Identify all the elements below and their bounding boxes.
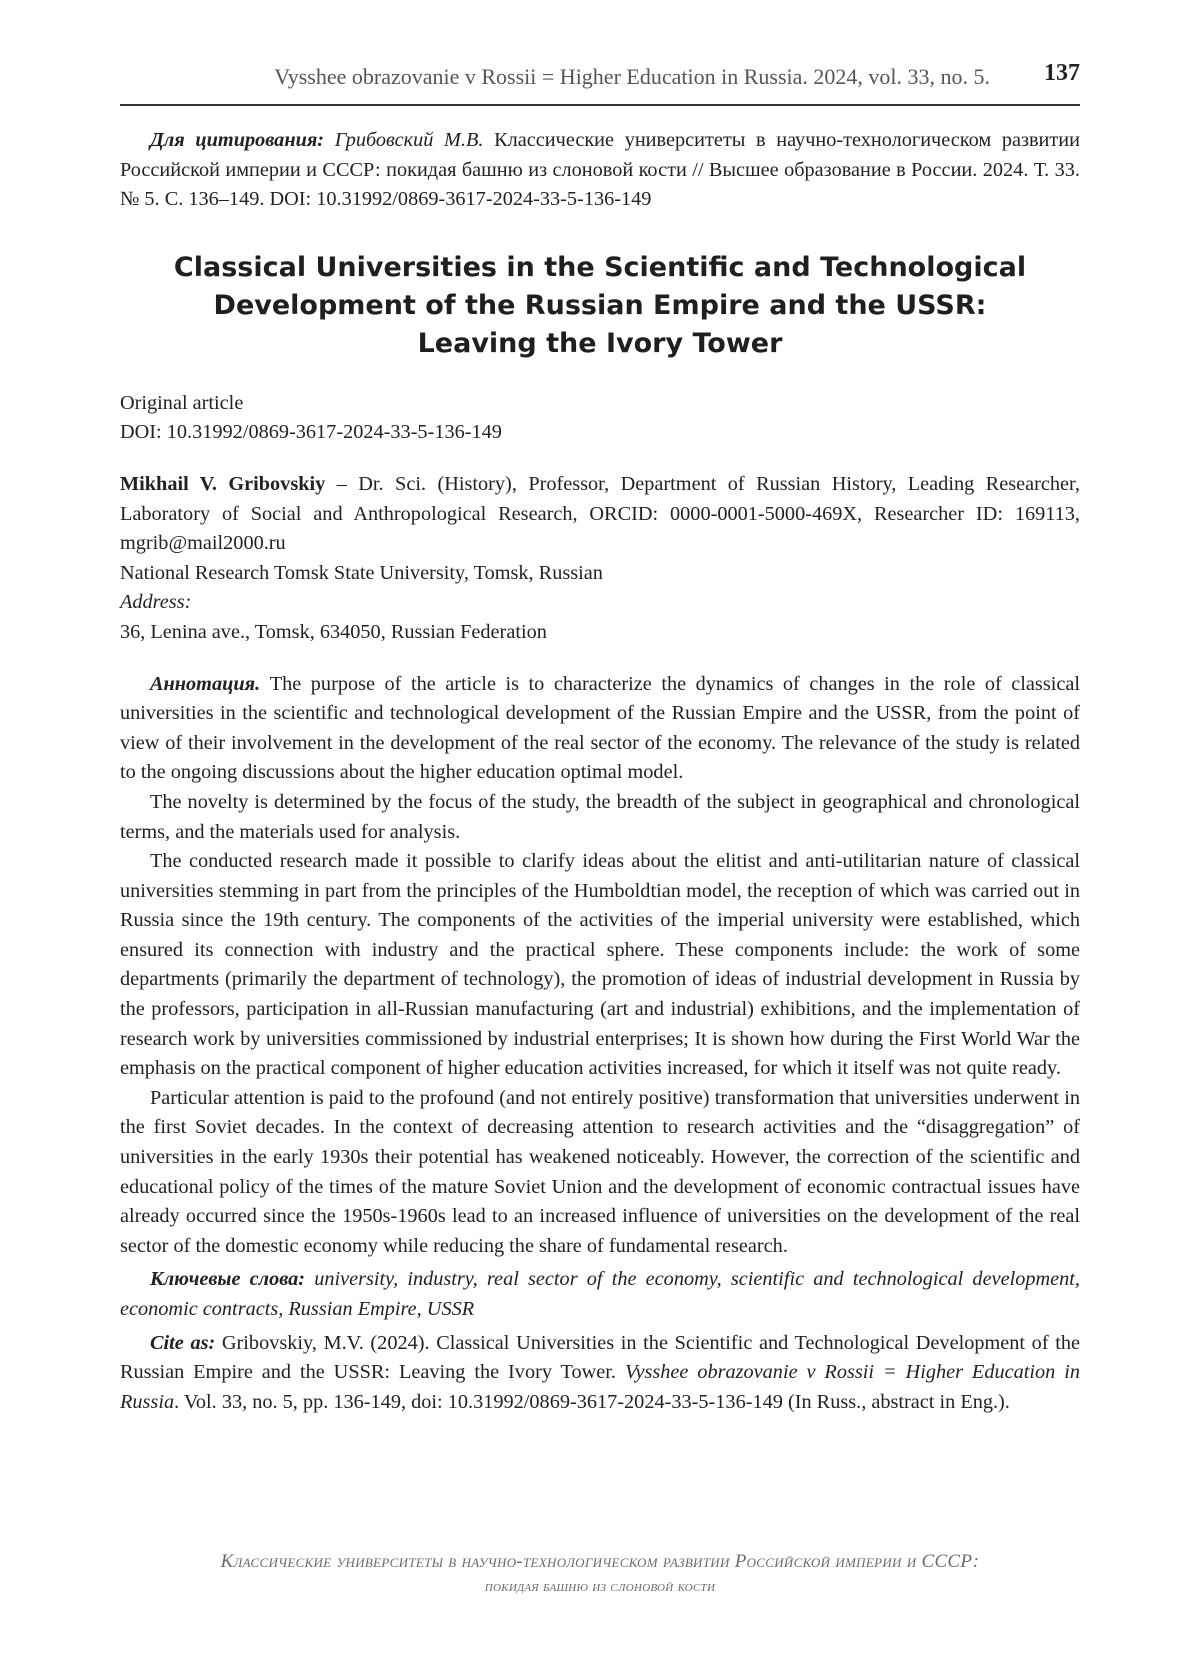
keywords-label: Ключевые слова: xyxy=(150,1268,306,1291)
article-doi: DOI: 10.31992/0869-3617-2024-33-5-136-149 xyxy=(120,421,502,444)
abstract-paragraph-4: Particular attention is paid to the profound (and not entirely positive) transformation that universities underwent in the first Soviet decades. In the context of decreasing attention to research activities and the “disaggregation” of universities in the early 1930s their potential has weakened noticeably. However, the correction of the scientific and educational policy of the times of the mature Soviet Union and the development of economic contractual issues have already occurred since the 1950s-1960s lead to an increased influence of universities on the development of the real sector of the domestic economy while reducing the share of fundamental research. xyxy=(120,1086,1080,1257)
author-affiliation: National Research Tomsk State University, Tomsk, Russian xyxy=(120,561,603,584)
running-footer xyxy=(0,1549,1200,1599)
cite-as xyxy=(120,1329,1080,1418)
address-label: Address: xyxy=(120,591,192,614)
abstract-paragraph-1 xyxy=(120,670,1080,788)
abstract-p1-text: The purpose of the article is to characterize the dynamics of changes in the role of classical universities in the scientific and technological development of the Russian Empire and the USSR, from the point of view of their involvement in the development of the real sector of the economy. The relevance of the study is related to the ongoing discussions about the higher education optimal model. xyxy=(120,672,1080,784)
running-header xyxy=(120,58,1080,106)
citation-russian-author: Грибовский М.В. xyxy=(334,129,484,151)
citation-russian xyxy=(120,126,1080,215)
abstract-paragraph-2: The novelty is determined by the focus of the study, the breadth of the subject in geographical and chronological terms, and the materials used for analysis. xyxy=(120,790,1080,843)
keywords-text: university, industry, real sector of the economy, scientific and technological development, economic contracts, Russian Empire, USSR xyxy=(120,1268,1080,1320)
article-body xyxy=(120,126,1080,1417)
title-line-2: Development of the Russian Empire and the USSR: xyxy=(213,289,987,321)
title-line-1: Classical Universities in the Scientific and Technological xyxy=(173,251,1027,283)
citation-russian-text: Классические университеты в научно-технологическом развитии Российской империи и СССР: покидая башню из слоновой кости // Высшее образование в России. 2024. Т. 33. № 5. С. 136–149. DOI: 10.31992/0869-3617-2024-33-5-136-149 xyxy=(120,129,1080,211)
title-line-3: Leaving the Ivory Tower xyxy=(417,327,783,359)
article-title xyxy=(120,249,1080,363)
article-type: Original article xyxy=(120,391,244,414)
cite-as-journal: Vysshee obrazovanie v Rossii = Higher Education in Russia xyxy=(120,1361,1080,1413)
keywords xyxy=(120,1265,1080,1324)
footer-line-2: покидая башню из слоновой кости xyxy=(484,1579,716,1595)
page-number: 137 xyxy=(1044,60,1080,86)
author-address xyxy=(120,588,1080,647)
citation-russian-label: Для цитирования: xyxy=(150,129,325,151)
address-value: 36, Lenina ave., Tomsk, 634050, Russian Federation xyxy=(120,620,547,643)
cite-as-text-1: Gribovskiy, M.V. (2024). Classical Universities in the Scientific and Technological Development of the Russian Empire and the USSR: Leaving the Ivory Tower. xyxy=(120,1331,1081,1384)
footer-line-1: Классические университеты в научно-технологическом развитии Российской империи и СССР: xyxy=(220,1551,980,1572)
author-name: Mikhail V. Gribovskiy xyxy=(120,472,326,495)
journal-name: Vysshee obrazovanie v Rossii = Higher Education in Russia. 2024, vol. 33, no. 5. xyxy=(274,64,990,89)
cite-as-text-2: . Vol. 33, no. 5, pp. 136-149, doi: 10.31992/0869-3617-2024-33-5-136-149 (In Russ., abstract in Eng.). xyxy=(174,1390,1010,1413)
author-info xyxy=(120,470,1080,559)
abstract-label: Аннотация. xyxy=(150,672,261,695)
cite-as-label: Cite as: xyxy=(150,1331,216,1354)
article-meta xyxy=(120,389,1080,448)
abstract-paragraph-3: The conducted research made it possible to clarify ideas about the elitist and anti-utilitarian nature of classical universities stemming in part from the principles of the Humboldtian model, the reception of which was carried out in Russia since the 19th century. The components of the activities of the imperial university were established, which ensured its connection with industry and the practical sphere. These components include: the work of some departments (primarily the department of technology), the promotion of ideas of industrial development in Russia by the professors, participation in all-Russian manufacturing (art and industrial) exhibitions, and the implementation of research work by universities commissioned by industrial enterprises; It is shown how during the First World War the emphasis on the practical component of higher education activities increased, for which it itself was not quite ready. xyxy=(120,850,1080,1080)
author-details: – Dr. Sci. (History), Professor, Department of Russian History, Leading Researcher, Laboratory of Social and Anthropological Research, ORCID: 0000-0001-5000-469X, Researcher ID: 169113, mgrib@mail2000.ru xyxy=(120,472,1080,555)
